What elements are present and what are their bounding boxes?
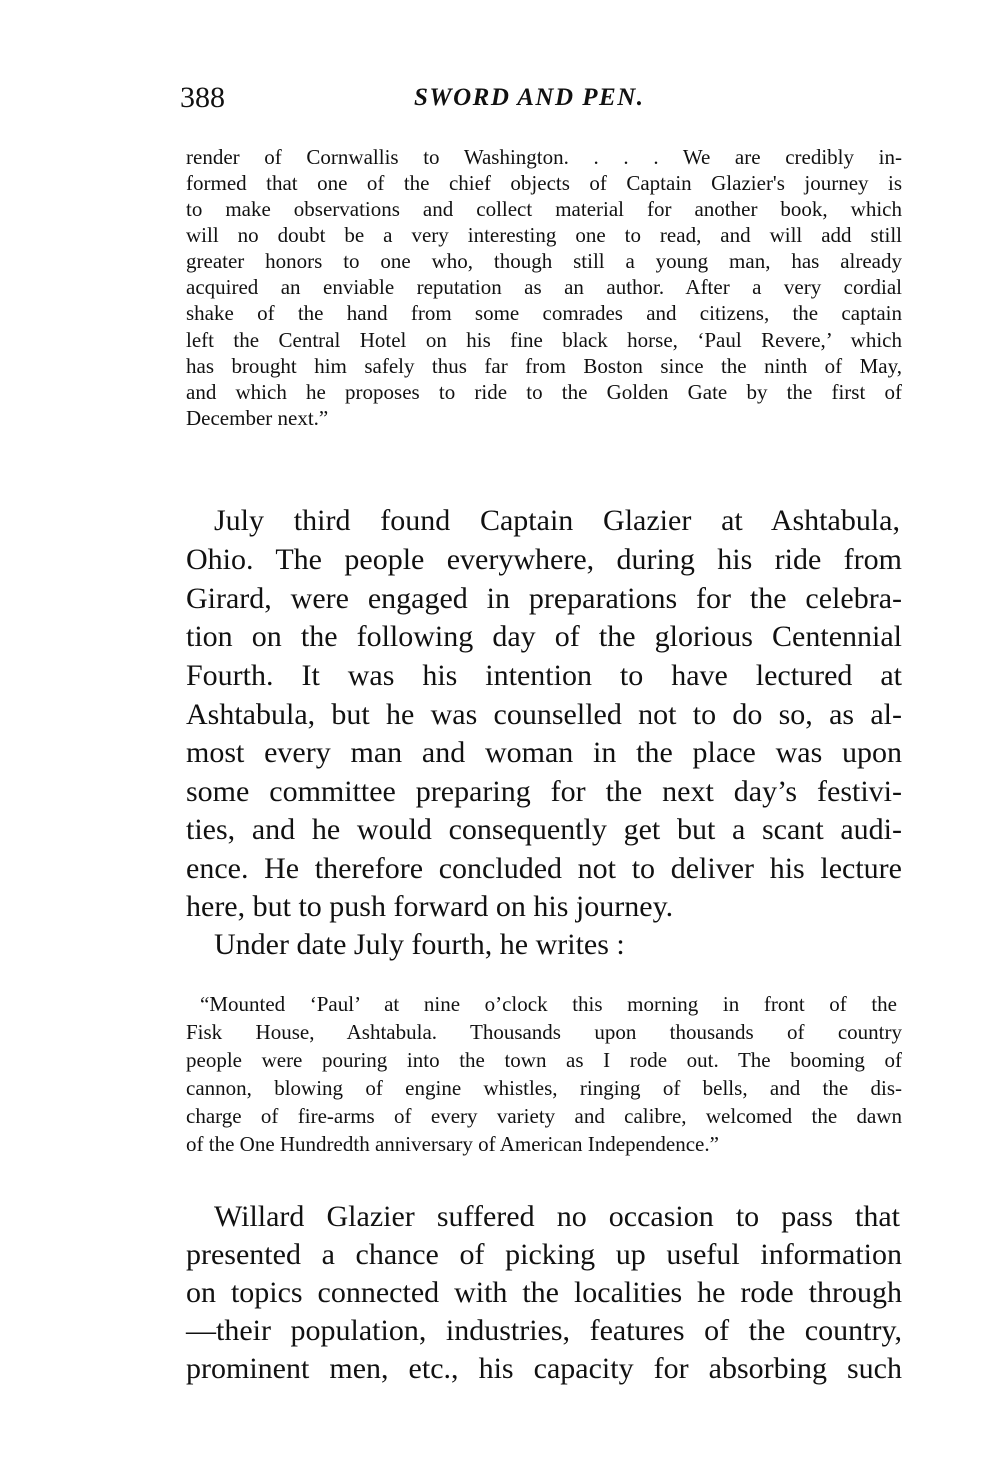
paragraph-line: most every man and woman in the place was upon xyxy=(186,736,902,769)
quote-line: December next.” xyxy=(186,406,329,430)
quote-line: of the One Hundredth anniversary of American Independence.” xyxy=(186,1132,719,1156)
paragraph-line: Ohio. The people everywhere, during his ride from xyxy=(186,543,902,576)
paragraph-line: on topics connected with the localities he rode through xyxy=(186,1276,902,1309)
paragraph-line: Fourth. It was his intention to have lectured at xyxy=(186,659,902,692)
paragraph-line: Under date July fourth, he writes : xyxy=(214,928,625,961)
running-title: SWORD AND PEN. xyxy=(414,84,645,111)
paragraph-line: —their population, industries, features of the country, xyxy=(186,1314,902,1347)
quote-line: greater honors to one who, though still a young man, has already xyxy=(186,249,902,273)
quote-line: has brought him safely thus far from Boston since the ninth of May, xyxy=(186,354,902,378)
quote-line: left the Central Hotel on his fine black horse, ‘Paul Revere,’ which xyxy=(186,328,902,352)
paragraph-line: here, but to push forward on his journey. xyxy=(186,890,674,923)
quote-line: cannon, blowing of engine whistles, ringing of bells, and the dis- xyxy=(186,1076,902,1100)
paragraph-line: ence. He therefore concluded not to deliver his lecture xyxy=(186,852,902,885)
paragraph-line: Ashtabula, but he was counselled not to do so, as al- xyxy=(186,698,902,731)
quote-line: and which he proposes to ride to the Golden Gate by the first of xyxy=(186,380,902,404)
quote-line: render of Cornwallis to Washington. . . . We are credibly in- xyxy=(186,145,902,169)
paragraph-line: Willard Glazier suffered no occasion to pass that xyxy=(214,1200,900,1233)
quote-line: shake of the hand from some comrades and citizens, the captain xyxy=(186,301,902,325)
quote-line: acquired an enviable reputation as an author. After a very cordial xyxy=(186,275,902,299)
paragraph-line: July third found Captain Glazier at Ashtabula, xyxy=(214,504,900,537)
paragraph-line: presented a chance of picking up useful information xyxy=(186,1238,902,1271)
page-number: 388 xyxy=(180,81,225,114)
quote-line: to make observations and collect material for another book, which xyxy=(186,197,902,221)
paragraph-line: some committee preparing for the next day’s festivi- xyxy=(186,775,902,808)
paragraph-line: tion on the following day of the glorious Centennial xyxy=(186,620,902,653)
paragraph-line: Girard, were engaged in preparations for the celebra- xyxy=(186,582,902,615)
quote-line: will no doubt be a very interesting one to read, and will add still xyxy=(186,223,902,247)
quote-line: “Mounted ‘Paul’ at nine o’clock this morning in front of the xyxy=(200,992,897,1016)
running-head xyxy=(180,80,900,120)
quote-line: formed that one of the chief objects of Captain Glazier's journey is xyxy=(186,171,902,195)
quote-line: charge of fire-arms of every variety and calibre, welcomed the dawn xyxy=(186,1104,902,1128)
quote-line: Fisk House, Ashtabula. Thousands upon thousands of country xyxy=(186,1020,902,1044)
quote-line: people were pouring into the town as I rode out. The booming of xyxy=(186,1048,902,1072)
paragraph-line: ties, and he would consequently get but a scant audi- xyxy=(186,813,902,846)
paragraph-line: prominent men, etc., his capacity for absorbing such xyxy=(186,1352,902,1385)
